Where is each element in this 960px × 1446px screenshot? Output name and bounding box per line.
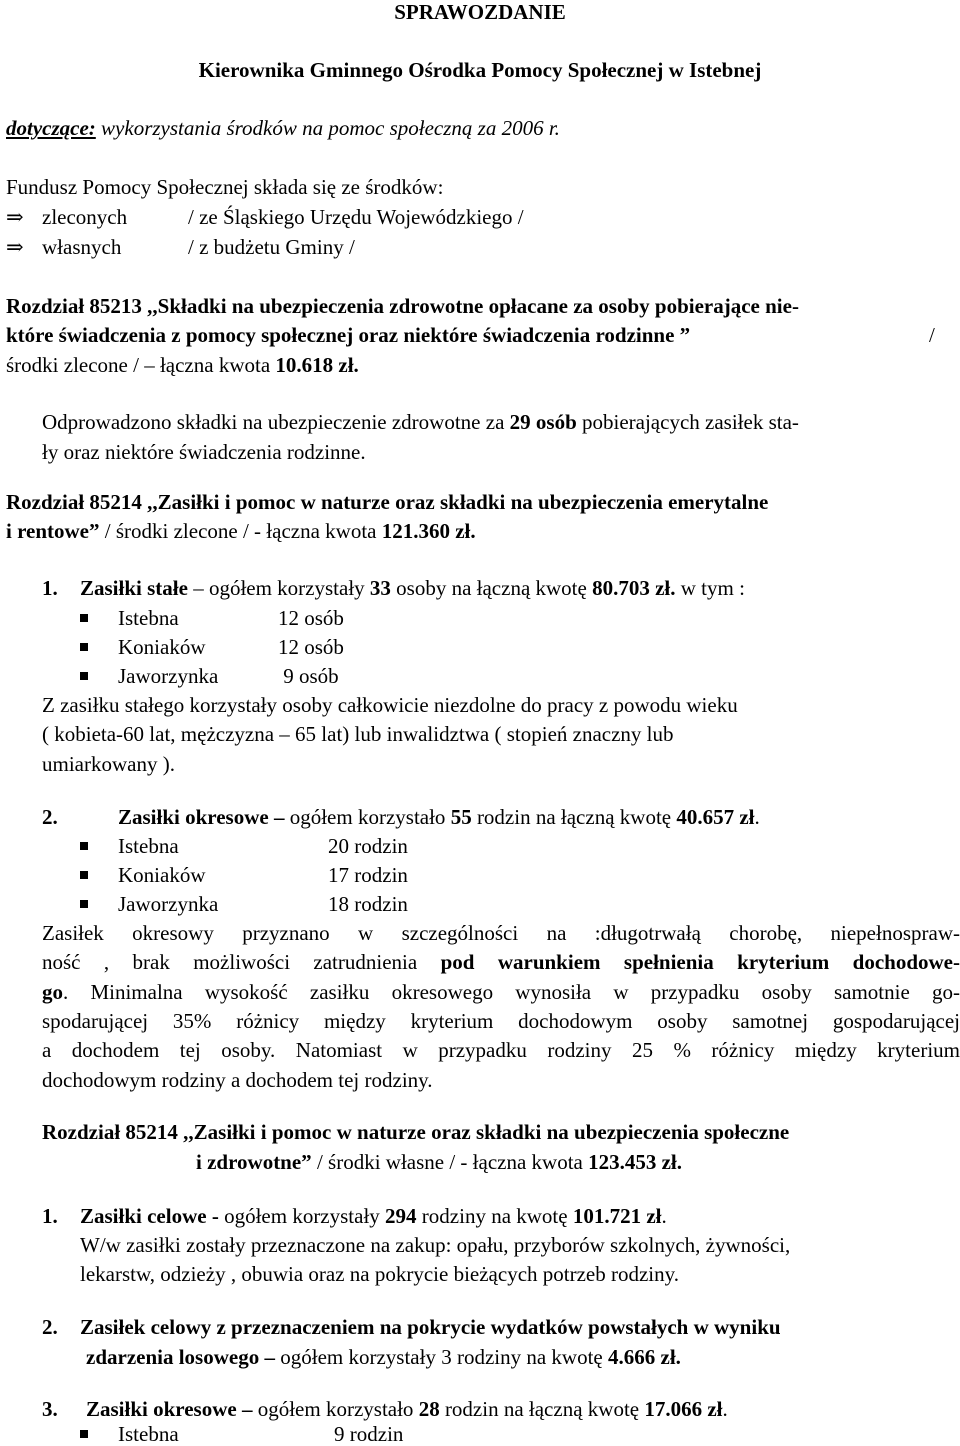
regarding-label: dotyczące: — [6, 116, 96, 140]
item-text: . — [661, 1204, 667, 1228]
item-text: . — [754, 805, 760, 829]
place-value: 9 osób — [278, 664, 339, 688]
page-title: SPRAWOZDANIE — [394, 0, 566, 24]
item-number: 1. — [42, 576, 58, 600]
item-number: 3. — [42, 1397, 58, 1421]
double-arrow-icon: ⇒ — [6, 205, 24, 229]
section-85213-slash: / — [929, 323, 935, 347]
place-value: 17 rodzin — [328, 863, 408, 887]
place-name: Jaworzynka — [118, 664, 219, 688]
place-name: Istebna — [118, 1422, 179, 1446]
place-name: Istebna — [118, 606, 179, 630]
place-value: 12 osób — [278, 606, 344, 630]
list-item — [80, 1422, 480, 1446]
fund-intro: Fundusz Pomocy Społecznej składa się ze środków: — [6, 175, 444, 199]
bullet-square-icon — [80, 614, 88, 622]
item-note: lekarstw, odzieży , obuwia oraz na pokrycie bieżących potrzeb rodziny. — [80, 1262, 680, 1286]
bullet-square-icon — [80, 842, 88, 850]
regarding-line — [6, 116, 560, 140]
place-value: 20 rodzin — [328, 834, 408, 858]
item-text: ogółem korzystało — [284, 805, 451, 829]
item-text: ogółem korzystały 3 rodziny na kwotę — [274, 1345, 608, 1369]
fund-item-source: / z budżetu Gminy / — [188, 235, 355, 259]
item-text: – ogółem korzystały — [187, 576, 370, 600]
item-note: Z zasiłku stałego korzystały osoby całkowicie niezdolne do pracy z powodu wieku — [42, 693, 738, 717]
section-85214a-amount: 121.360 zł. — [381, 519, 476, 543]
funding-source: / środki zlecone / - łączna kwota — [99, 519, 382, 543]
item-number: 2. — [42, 805, 58, 829]
paragraph-emphasis: go — [42, 980, 63, 1004]
section-85214a-amount-line — [6, 519, 476, 543]
item-zasilek-celowy-losowy — [42, 1315, 781, 1339]
section-85214b-amount-line — [196, 1150, 682, 1174]
section-85214b-amount: 123.453 zł. — [588, 1150, 683, 1174]
item-text: rodziny na kwotę — [416, 1204, 573, 1228]
item-title: Zasiłki celowe - — [80, 1204, 219, 1228]
item-title: Zasiłki stałe — [80, 576, 188, 600]
item-zasilek-celowy-losowy-cont — [86, 1345, 681, 1369]
item-amount: 17.066 zł — [644, 1397, 723, 1421]
list-item — [80, 635, 480, 659]
funding-source: / środki własne / - łączna kwota — [311, 1150, 589, 1174]
fund-item-name: zleconych — [42, 205, 128, 229]
item-number: 2. — [42, 1315, 58, 1339]
list-item — [80, 606, 480, 630]
paragraph-line — [42, 980, 960, 1004]
item-zasilki-stale — [42, 576, 745, 600]
place-value: 9 rodzin — [334, 1422, 404, 1446]
note-text: Odprowadzono składki na ubezpieczenie zdrowotne za — [42, 410, 510, 434]
item-count: 28 — [418, 1397, 440, 1421]
item-zasilki-okresowe — [42, 805, 760, 829]
item-amount: 4.666 zł. — [608, 1345, 681, 1369]
item-title: Zasiłki okresowe – — [118, 805, 285, 829]
item-note: ( kobieta-60 lat, mężczyzna – 65 lat) lub inwalidztwa ( stopień znaczny lub — [42, 722, 674, 746]
item-text: ogółem korzystało — [252, 1397, 419, 1421]
report-subtitle: Kierownika Gminnego Ośrodka Pomocy Społecznej w Istebnej — [198, 58, 762, 82]
place-name: Koniaków — [118, 863, 206, 887]
item-number: 1. — [42, 1204, 58, 1228]
item-count: 55 — [450, 805, 472, 829]
section-85213-heading-cont: które świadczenia z pomocy społecznej oraz niektóre świadczenia rodzinne ” — [6, 323, 691, 347]
paragraph-line — [42, 950, 960, 974]
regarding-text: wykorzystania środków na pomoc społeczną za 2006 r. — [95, 116, 560, 140]
item-note: umiarkowany ). — [42, 752, 175, 776]
paragraph-line: a dochodem tej osoby. Natomiast w przypadku rodziny 25 % różnicy między kryterium — [42, 1038, 960, 1062]
list-item — [80, 664, 480, 688]
item-title: Zasiłek celowy z przeznaczeniem na pokrycie wydatków powstałych w wyniku — [80, 1315, 781, 1339]
item-amount: 40.657 zł — [676, 805, 755, 829]
list-item — [80, 834, 480, 858]
bullet-square-icon — [80, 900, 88, 908]
heading-cont: i rentowe” — [6, 519, 100, 543]
item-amount: 80.703 zł. — [592, 576, 676, 600]
heading-cont: i zdrowotne” — [196, 1150, 312, 1174]
fund-item — [6, 235, 906, 259]
place-name: Koniaków — [118, 635, 206, 659]
paragraph-line: Zasiłek okresowy przyznano w szczególności na :długotrwałą chorobę, niepełnospraw- — [42, 921, 960, 945]
place-value: 18 rodzin — [328, 892, 408, 916]
note-text: pobierających zasiłek sta- — [576, 410, 799, 434]
persons-count: 29 osób — [509, 410, 577, 434]
section-85213-heading: Rozdział 85213 ,,Składki na ubezpieczenia zdrowotne opłacane za osoby pobierające nie- — [6, 294, 799, 318]
paragraph-text: . Minimalna wysokość zasiłku okresowego wynosiła w przypadku osoby samotnie go- — [63, 980, 960, 1004]
bullet-square-icon — [80, 643, 88, 651]
paragraph-line: dochodowym rodziny a dochodem tej rodziny. — [42, 1068, 433, 1092]
section-85213-note-cont: ły oraz niektóre świadczenia rodzinne. — [42, 440, 366, 464]
item-zasilki-celowe — [42, 1204, 667, 1228]
item-text: rodzin na łączną kwotę — [471, 805, 677, 829]
paragraph-emphasis: pod warunkiem spełnienia kryterium dochodowe- — [440, 950, 960, 974]
place-name: Jaworzynka — [118, 892, 219, 916]
place-name: Istebna — [118, 834, 179, 858]
item-text: w tym : — [675, 576, 745, 600]
paragraph-line: spodarującej 35% różnicy między kryterium dochodowym osoby samotnej gospodarującej — [42, 1009, 960, 1033]
double-arrow-icon: ⇒ — [6, 235, 24, 259]
list-item — [80, 892, 480, 916]
item-text: ogółem korzystały — [218, 1204, 386, 1228]
place-value: 12 osób — [278, 635, 344, 659]
item-zasilki-okresowe-wlasne — [42, 1397, 728, 1421]
section-85213-amount-line — [6, 353, 359, 377]
item-count: 294 — [385, 1204, 417, 1228]
section-85214b-heading: Rozdział 85214 ,,Zasiłki i pomoc w naturze oraz składki na ubezpieczenia społeczne — [42, 1120, 790, 1144]
bullet-square-icon — [80, 1430, 88, 1438]
bullet-square-icon — [80, 871, 88, 879]
fund-item-name: własnych — [42, 235, 122, 259]
item-note: W/w zasiłki zostały przeznaczone na zakup: opału, przyborów szkolnych, żywności, — [80, 1233, 791, 1257]
funding-source: środki zlecone / – łączna kwota — [6, 353, 276, 377]
section-85214a-heading: Rozdział 85214 ,,Zasiłki i pomoc w naturze oraz składki na ubezpieczenia emerytalne — [6, 490, 769, 514]
item-text: osoby na łączną kwotę — [390, 576, 593, 600]
item-count: 33 — [369, 576, 391, 600]
fund-item-source: / ze Śląskiego Urzędu Wojewódzkiego / — [188, 205, 524, 229]
paragraph-text: ność , brak możliwości zatrudnienia — [42, 950, 441, 974]
section-85213-note — [42, 410, 799, 434]
item-title: zdarzenia losowego – — [86, 1345, 275, 1369]
item-title: Zasiłki okresowe – — [86, 1397, 253, 1421]
section-85213-amount: 10.618 zł. — [275, 353, 359, 377]
list-item — [80, 863, 480, 887]
fund-item — [6, 205, 906, 229]
bullet-square-icon — [80, 672, 88, 680]
item-text: . — [722, 1397, 728, 1421]
item-amount: 101.721 zł — [572, 1204, 662, 1228]
item-text: rodzin na łączną kwotę — [439, 1397, 645, 1421]
